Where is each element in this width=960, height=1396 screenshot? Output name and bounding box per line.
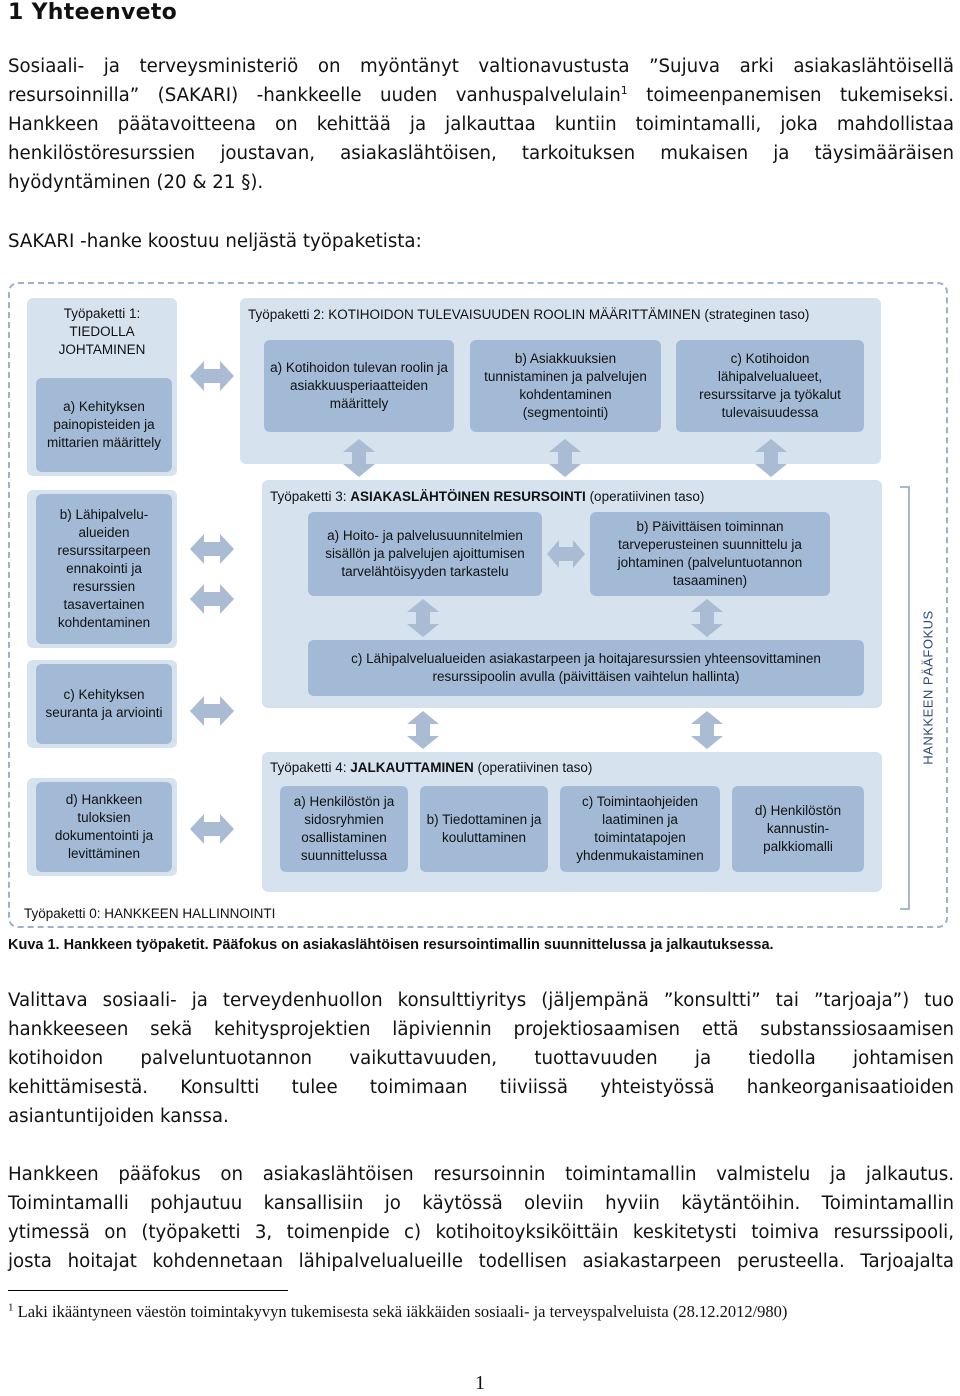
- text-line: SAKARI -hanke koostuu neljästä työpaketista:: [8, 231, 422, 252]
- wp4-item-d: d) Henkilöstön kannustin-palkkiomalli: [732, 786, 864, 872]
- consultant-paragraph: [8, 986, 954, 1131]
- horizontal-arrow-icon: [545, 536, 587, 572]
- wp4-item-a: a) Henkilöstön ja sidosryhmien osallistaminen suunnittelussa: [280, 786, 408, 872]
- focus-label: HANKKEEN PÄÄFOKUS: [920, 610, 936, 765]
- footnote-divider: [8, 1290, 288, 1291]
- vertical-arrow-icon: [404, 710, 442, 750]
- text-line: kotihoidon palveluntuotannon vaikuttavuuden, tuottavuuden ja tiedolla johtamisen: [8, 1048, 954, 1069]
- figure-caption: Kuva 1. Hankkeen työpaketit. Pääfokus on asiakaslähtöisen resursointimallin suunnittelussa ja jalkautuksessa.: [8, 937, 774, 953]
- wp1-title: Työpaketti 1: TIEDOLLA JOHTAMINEN: [58, 306, 146, 357]
- text-fragment: resursoinnilla” (SAKARI) -hankkeelle uuden vanhuspalvelulain: [8, 85, 621, 106]
- wp4-title: [270, 760, 592, 775]
- wp4-title-post: (operatiivinen taso): [473, 760, 593, 775]
- wp2-item-c: c) Kotihoidon lähipalvelualueet, resurssitarve ja työkalut tulevaisuudessa: [676, 340, 864, 432]
- horizontal-arrow-icon: [188, 530, 236, 568]
- vertical-arrow-icon: [404, 598, 442, 638]
- vertical-arrow-icon: [688, 598, 726, 638]
- wp0-label: Työpaketti 0: HANKKEEN HALLINNOINTI: [24, 906, 276, 921]
- wp1-item-c: c) Kehityksen seuranta ja arviointi: [36, 664, 172, 744]
- footnote-ref: 1: [620, 83, 628, 97]
- text-line: Valittava sosiaali- ja terveydenhuollon konsulttiyritys (jäljempänä ”konsultti” tai ”tarjoaja”) tuo: [8, 990, 954, 1011]
- text-line: henkilöstöresurssien joustavan, asiakaslähtöisen, tarkoituksen mukaisen ja täysimääräisen: [8, 143, 954, 164]
- horizontal-arrow-icon: [188, 580, 236, 618]
- wp1-item-b: b) Lähipalvelu-alueiden resurssitarpeen ennakointi ja resurssien tasavertainen kohdentaminen: [36, 494, 172, 644]
- text-line: Hankkeen päätavoitteena on kehittää ja jalkauttaa kuntiin toimintamalli, joka mahdollistaa: [8, 114, 954, 135]
- wp2-item-b: b) Asiakkuuksien tunnistaminen ja palvelujen kohdentaminen (segmentointi): [470, 340, 661, 432]
- wp4-title-bold: JALKAUTTAMINEN: [350, 760, 474, 775]
- focus-bracket: [900, 486, 910, 910]
- horizontal-arrow-icon: [188, 810, 236, 848]
- wp3-item-a: a) Hoito- ja palvelusuunnitelmien sisällön ja palvelujen ajoittumisen tarvelähtöisyyden tarkastelu: [308, 512, 542, 596]
- vertical-arrow-icon: [688, 710, 726, 750]
- section-heading: 1 Yhteenveto: [8, 0, 178, 25]
- text-line: [8, 81, 954, 110]
- text-line: asiantuntijoiden kanssa.: [8, 1106, 229, 1127]
- text-line: hankkeeseen sekä kehitysprojektien läpiviennin projektiosaamisen että substanssiosaamisen: [8, 1019, 954, 1040]
- vertical-arrow-icon: [340, 438, 378, 478]
- wp3-title-pre: Työpaketti 3:: [270, 489, 351, 504]
- wp1-item-a: a) Kehityksen painopisteiden ja mittarien määrittely: [36, 378, 172, 472]
- wp3-title: [270, 489, 704, 504]
- intro-paragraph: [8, 52, 954, 197]
- text-line: Toimintamalli pohjautuu kansallisiin jo käytössä oleviin hyviin käytäntöihin. Toimintamallin: [8, 1193, 954, 1214]
- focus-paragraph: [8, 1160, 954, 1276]
- horizontal-arrow-icon: [188, 692, 236, 730]
- wp2-item-a: a) Kotihoidon tulevan roolin ja asiakkuusperiaatteiden määrittely: [264, 340, 454, 432]
- text-line: Hankkeen pääfokus on asiakaslähtöisen resursoinnin toimintamallin valmistelu ja jalkautus.: [8, 1164, 954, 1185]
- text-line: josta hoitajat kohdennetaan lähipalvelualueille todellisen asiakastarpeen perusteella. Tarjoajalta: [8, 1251, 954, 1272]
- vertical-arrow-icon: [546, 438, 584, 478]
- text-fragment: toimeenpanemisen tukemiseksi.: [627, 85, 955, 106]
- wp4-item-c: c) Toimintaohjeiden laatiminen ja toimintatapojen yhdenmukaistaminen: [560, 786, 720, 872]
- text-line: Sosiaali- ja terveysministeriö on myöntänyt valtionavustusta ”Sujuva arki asiakaslähtöisellä: [8, 56, 954, 77]
- text-line: ytimessä on (työpaketti 3, toimenpide c) kotihoitoyksiköittäin keskitetysti toimiva resurssipooli,: [8, 1222, 954, 1243]
- wp3-title-post: (operatiivinen taso): [585, 489, 705, 504]
- wp1-item-d: d) Hankkeen tuloksien dokumentointi ja levittäminen: [36, 782, 172, 872]
- wp2-title: Työpaketti 2: KOTIHOIDON TULEVAISUUDEN ROOLIN MÄÄRITTÄMINEN (strateginen taso): [248, 307, 810, 322]
- sakari-intro: [8, 227, 954, 256]
- wp4-item-b: b) Tiedottaminen ja kouluttaminen: [420, 786, 548, 872]
- text-line: hyödyntäminen (20 & 21 §).: [8, 172, 264, 193]
- text-line: kehittämisestä. Konsultti tulee toimimaan tiiviissä yhteistyössä hankeorganisaatioiden: [8, 1077, 954, 1098]
- vertical-arrow-icon: [752, 438, 790, 478]
- page-number: 1: [475, 1372, 485, 1394]
- wp3-item-c: c) Lähipalvelualueiden asiakastarpeen ja hoitajaresurssien yhteensovittaminen resurssipoolin avulla (päivittäisen vaihtelun hallinta): [308, 640, 864, 696]
- wp3-item-b: b) Päivittäisen toiminnan tarveperusteinen suunnittelu ja johtaminen (palveluntuotannon tasaaminen): [590, 512, 830, 596]
- wp3-title-bold: ASIAKASLÄHTÖINEN RESURSOINTI: [350, 489, 586, 504]
- footnote: [8, 1302, 787, 1322]
- footnote-mark: 1: [8, 1301, 14, 1314]
- footnote-text: Laki ikääntyneen väestön toimintakyvyn tukemisesta sekä iäkkäiden sosiaali- ja terveyspalveluista (28.12.2012/980): [13, 1302, 788, 1321]
- wp4-title-pre: Työpaketti 4:: [270, 760, 351, 775]
- horizontal-arrow-icon: [188, 357, 236, 395]
